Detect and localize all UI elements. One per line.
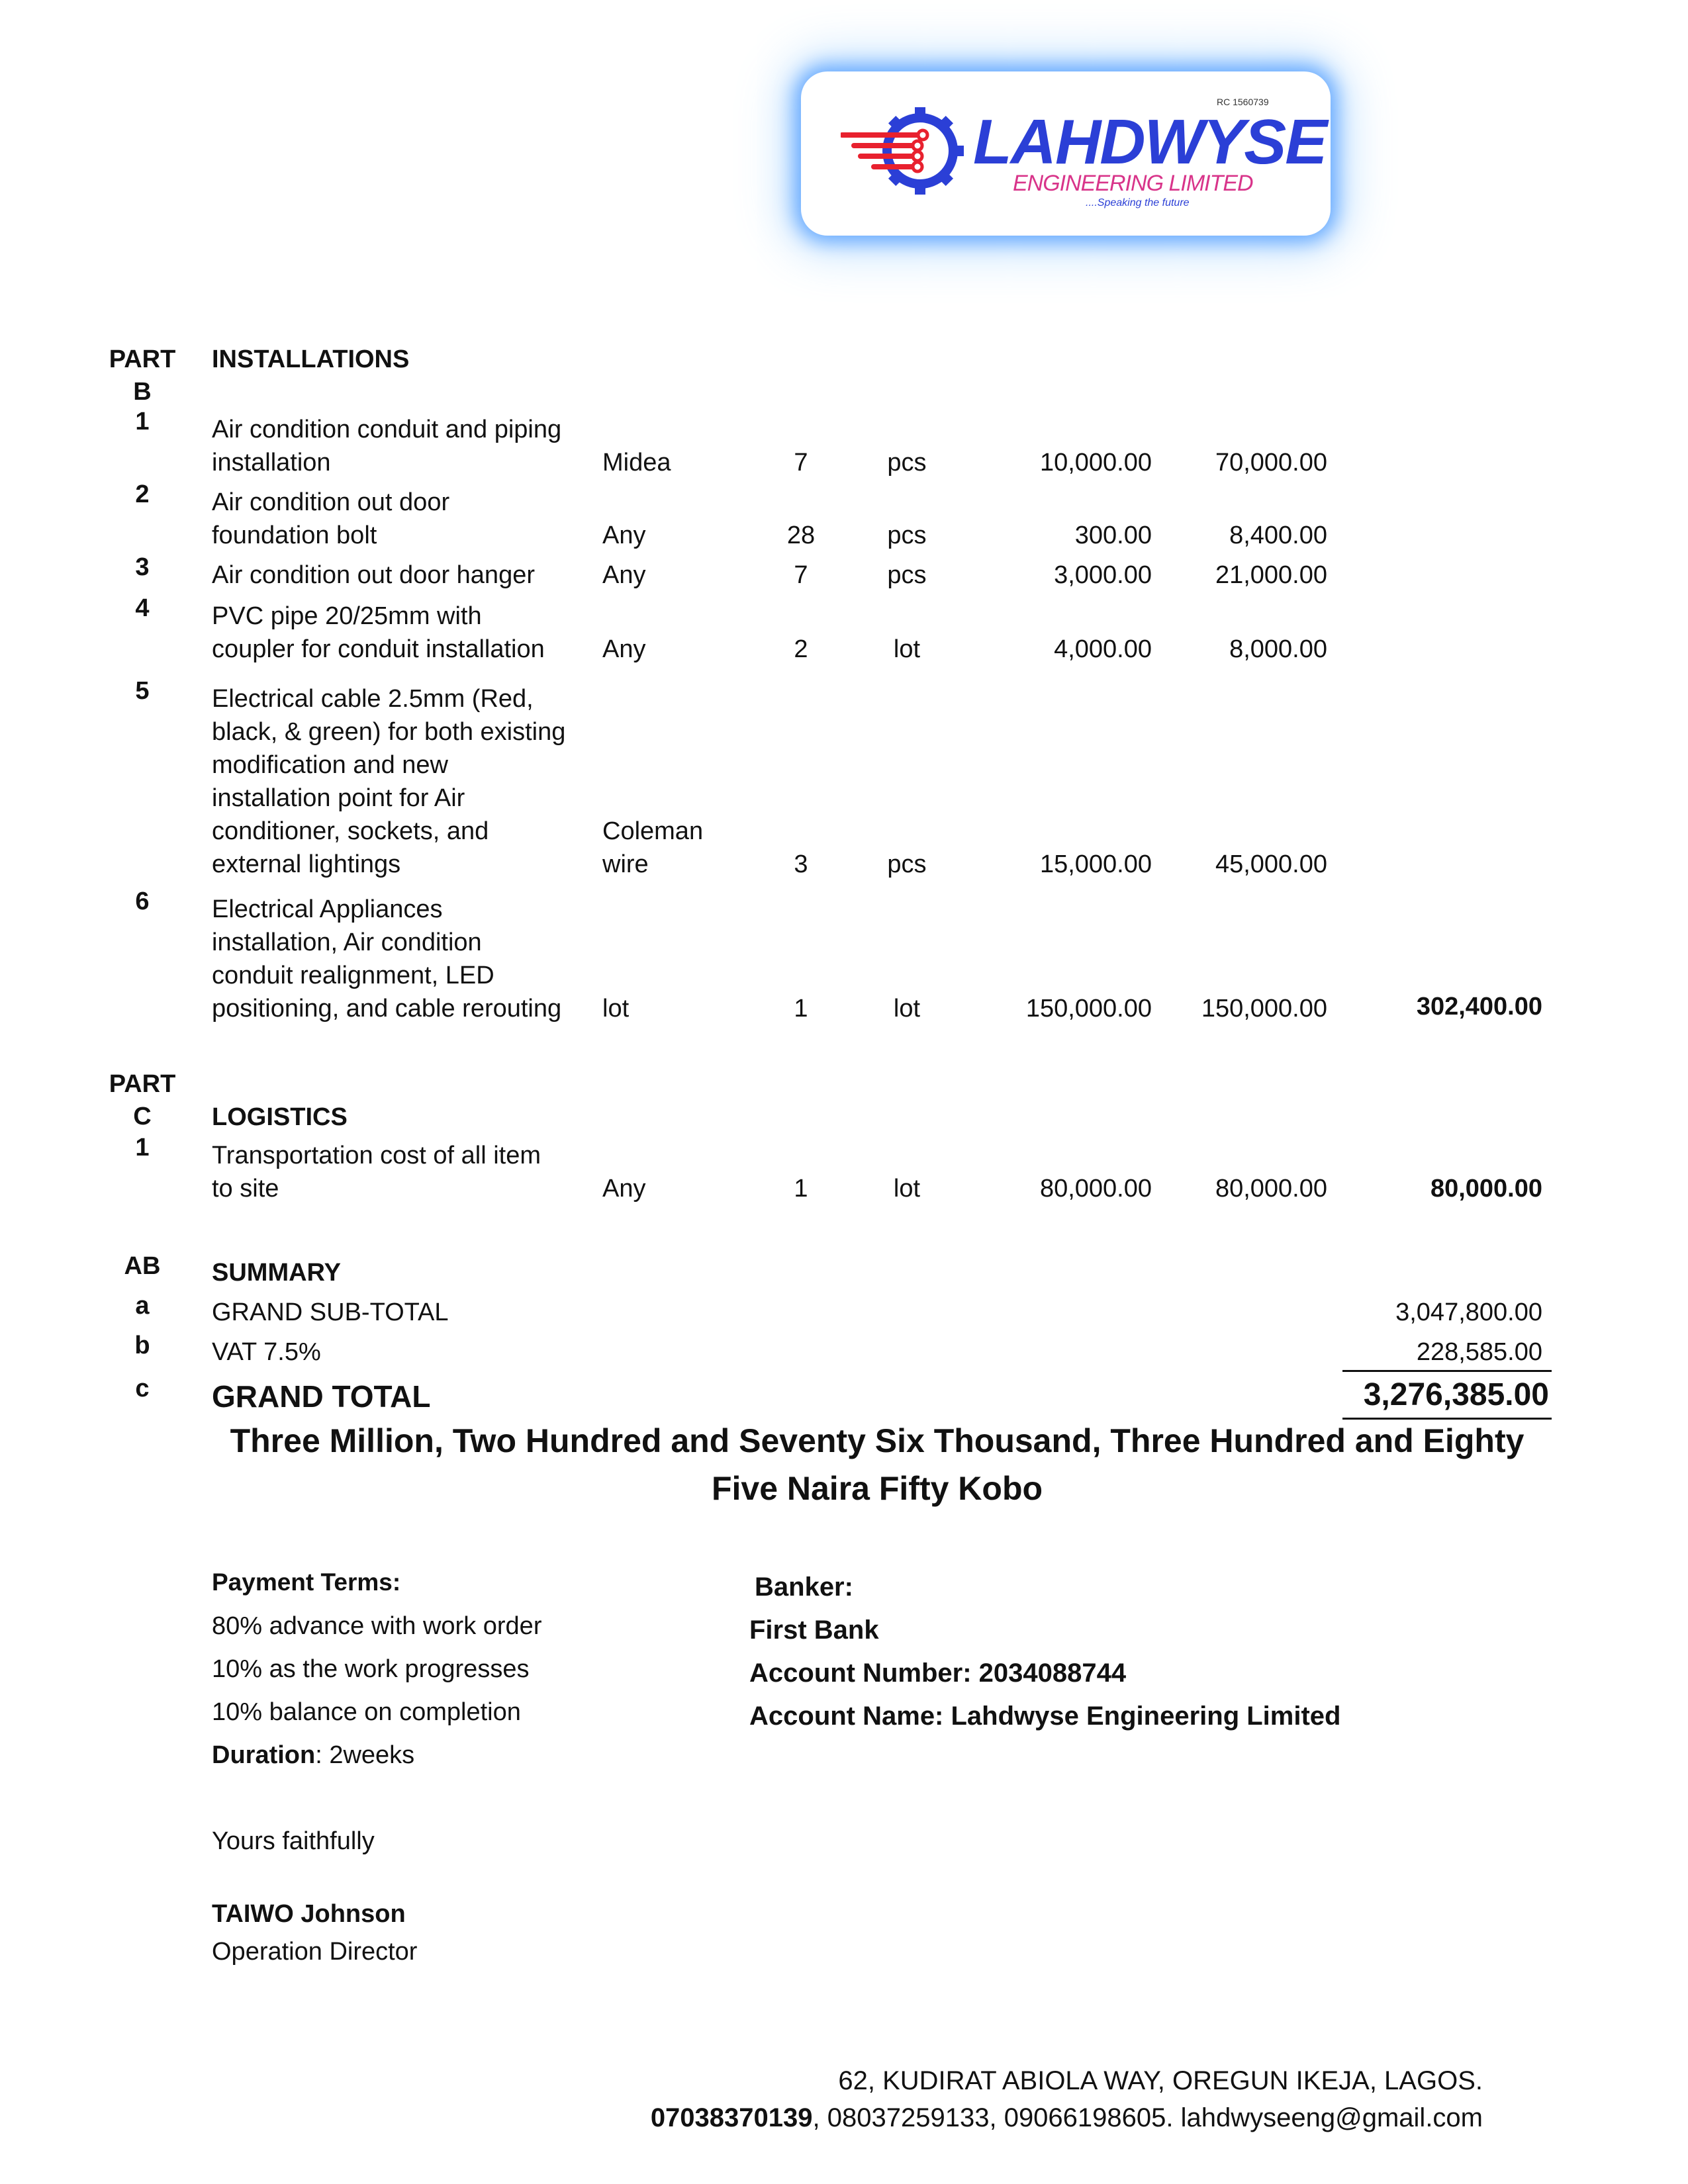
grand-subtotal-label: GRAND SUB-TOTAL — [212, 1298, 449, 1326]
closing: Yours faithfully — [212, 1827, 375, 1855]
payment-terms-title: Payment Terms: — [212, 1569, 401, 1596]
item-description-line: conditioner, sockets, and — [212, 817, 489, 845]
item-description-line: conduit realignment, LED — [212, 962, 494, 989]
item-unit: pcs — [887, 522, 927, 549]
item-description-line: positioning, and cable rerouting — [212, 995, 562, 1023]
item-rate: 10,000.00 — [1039, 449, 1152, 477]
summary-key-a: a — [135, 1292, 150, 1320]
item-number: 3 — [135, 553, 150, 581]
gear-circuit-icon — [841, 98, 973, 204]
bank-name: First Bank — [749, 1615, 879, 1645]
item-description-line: installation — [212, 449, 331, 477]
item-description-line: installation, Air condition — [212, 929, 482, 956]
item-amount: 21,000.00 — [1215, 561, 1327, 589]
vat-rule — [1342, 1370, 1552, 1372]
rc-number: RC 1560739 — [1217, 97, 1269, 107]
part-c-total: 80,000.00 — [1430, 1175, 1542, 1203]
item-rate: 3,000.00 — [1054, 561, 1152, 589]
vat-value: 228,585.00 — [1416, 1338, 1542, 1366]
item-unit: pcs — [887, 561, 927, 589]
item-number: 1 — [135, 408, 150, 435]
part-b-label-line1: PART — [109, 345, 176, 373]
summary-title: SUMMARY — [212, 1259, 341, 1287]
item-amount: 70,000.00 — [1215, 449, 1327, 477]
part-b-label-line2: B — [133, 378, 152, 406]
item-number: 6 — [135, 887, 150, 915]
item-description-line: modification and new — [212, 751, 448, 779]
company-logo — [801, 71, 1331, 236]
item-description-line: Transportation cost of all item — [212, 1142, 541, 1169]
signatory-name: TAIWO Johnson — [212, 1900, 406, 1928]
account-number: Account Number: 2034088744 — [749, 1659, 1127, 1688]
part-c-label-line2: C — [133, 1103, 152, 1130]
payment-term-3: 10% balance on completion — [212, 1698, 521, 1726]
account-name: Account Name: Lahdwyse Engineering Limited — [749, 1702, 1341, 1731]
item-description-line: Air condition out door — [212, 488, 450, 516]
item-rate: 300.00 — [1074, 522, 1152, 549]
item-description-line: black, & green) for both existing — [212, 718, 566, 746]
item-quantity: 28 — [786, 522, 816, 549]
logo-name: LAHDWYSE — [973, 107, 1327, 177]
item-number: 5 — [135, 677, 150, 705]
item-amount: 80,000.00 — [1215, 1175, 1327, 1203]
item-brand: Coleman — [602, 817, 704, 845]
duration — [212, 1741, 414, 1770]
part-b-label — [99, 345, 185, 406]
item-rate: 4,000.00 — [1054, 635, 1152, 663]
duration-label: Duration — [212, 1741, 316, 1769]
item-brand: Any — [602, 1175, 646, 1203]
grand-subtotal-value: 3,047,800.00 — [1395, 1298, 1542, 1326]
item-brand: wire — [602, 850, 649, 878]
grand-total-label: GRAND TOTAL — [212, 1379, 431, 1414]
payment-term-1: 80% advance with work order — [212, 1612, 542, 1640]
grand-total-rule — [1342, 1418, 1552, 1420]
item-quantity: 1 — [794, 995, 808, 1023]
item-number: 4 — [135, 594, 150, 622]
item-description-line: Electrical cable 2.5mm (Red, — [212, 685, 534, 713]
part-b-title: INSTALLATIONS — [212, 345, 410, 373]
item-description-line: external lightings — [212, 850, 401, 878]
footer-phone-primary: 07038370139 — [650, 2103, 813, 2132]
summary-key-c: c — [135, 1375, 150, 1402]
item-rate: 15,000.00 — [1039, 850, 1152, 878]
item-amount: 8,400.00 — [1229, 522, 1327, 549]
item-description-line: foundation bolt — [212, 522, 377, 549]
summary-key-b: b — [134, 1332, 150, 1359]
item-description-line: coupler for conduit installation — [212, 635, 545, 663]
item-brand: Midea — [602, 449, 671, 477]
item-description-line: Air condition out door hanger — [212, 561, 535, 589]
item-brand: Any — [602, 522, 646, 549]
banker-title: Banker: — [755, 1572, 853, 1602]
item-unit: lot — [893, 995, 921, 1023]
item-quantity: 7 — [794, 561, 808, 589]
item-quantity: 3 — [794, 850, 808, 878]
footer-contacts-rest: , 08037259133, 09066198605. lahdwyseeng@gmail.com — [812, 2103, 1483, 2132]
item-brand: Any — [602, 635, 646, 663]
item-description-line: Air condition conduit and piping — [212, 416, 562, 443]
vat-label: VAT 7.5% — [212, 1338, 321, 1366]
item-unit: pcs — [887, 449, 927, 477]
item-amount: 45,000.00 — [1215, 850, 1327, 878]
item-quantity: 2 — [794, 635, 808, 663]
signatory-position: Operation Director — [212, 1938, 418, 1966]
item-unit: pcs — [887, 850, 927, 878]
item-brand: Any — [602, 561, 646, 589]
grand-total-value: 3,276,385.00 — [1363, 1377, 1549, 1412]
item-amount: 150,000.00 — [1201, 995, 1327, 1023]
item-number: 1 — [135, 1134, 150, 1161]
item-description-line: PVC pipe 20/25mm with — [212, 602, 482, 630]
item-amount: 8,000.00 — [1229, 635, 1327, 663]
item-rate: 150,000.00 — [1025, 995, 1152, 1023]
duration-value: : 2weeks — [315, 1741, 415, 1769]
item-number: 2 — [135, 480, 150, 508]
item-unit: lot — [893, 1175, 921, 1203]
logo-subtitle: ENGINEERING LIMITED — [1013, 171, 1253, 196]
item-rate: 80,000.00 — [1039, 1175, 1152, 1203]
item-description-line: Electrical Appliances — [212, 895, 443, 923]
payment-term-2: 10% as the work progresses — [212, 1655, 530, 1683]
item-unit: lot — [893, 635, 921, 663]
footer-address: 62, KUDIRAT ABIOLA WAY, OREGUN IKEJA, LAGOS. — [838, 2066, 1483, 2095]
item-description-line: installation point for Air — [212, 784, 465, 812]
item-quantity: 7 — [794, 449, 808, 477]
item-description-line: to site — [212, 1175, 279, 1203]
logo-tagline: ....Speaking the future — [1086, 197, 1190, 208]
footer-contacts — [463, 2103, 1483, 2133]
summary-label: AB — [124, 1252, 161, 1280]
item-brand: lot — [602, 995, 630, 1023]
item-quantity: 1 — [794, 1175, 808, 1203]
part-b-total: 302,400.00 — [1416, 993, 1542, 1021]
part-c-title: LOGISTICS — [212, 1103, 348, 1131]
amount-in-words-line2: Five Naira Fifty Kobo — [711, 1470, 1043, 1507]
amount-in-words-line1: Three Million, Two Hundred and Seventy Six Thousand, Three Hundred and Eighty — [230, 1422, 1524, 1459]
part-c-label — [99, 1070, 185, 1131]
part-c-label-line1: PART — [109, 1070, 176, 1098]
